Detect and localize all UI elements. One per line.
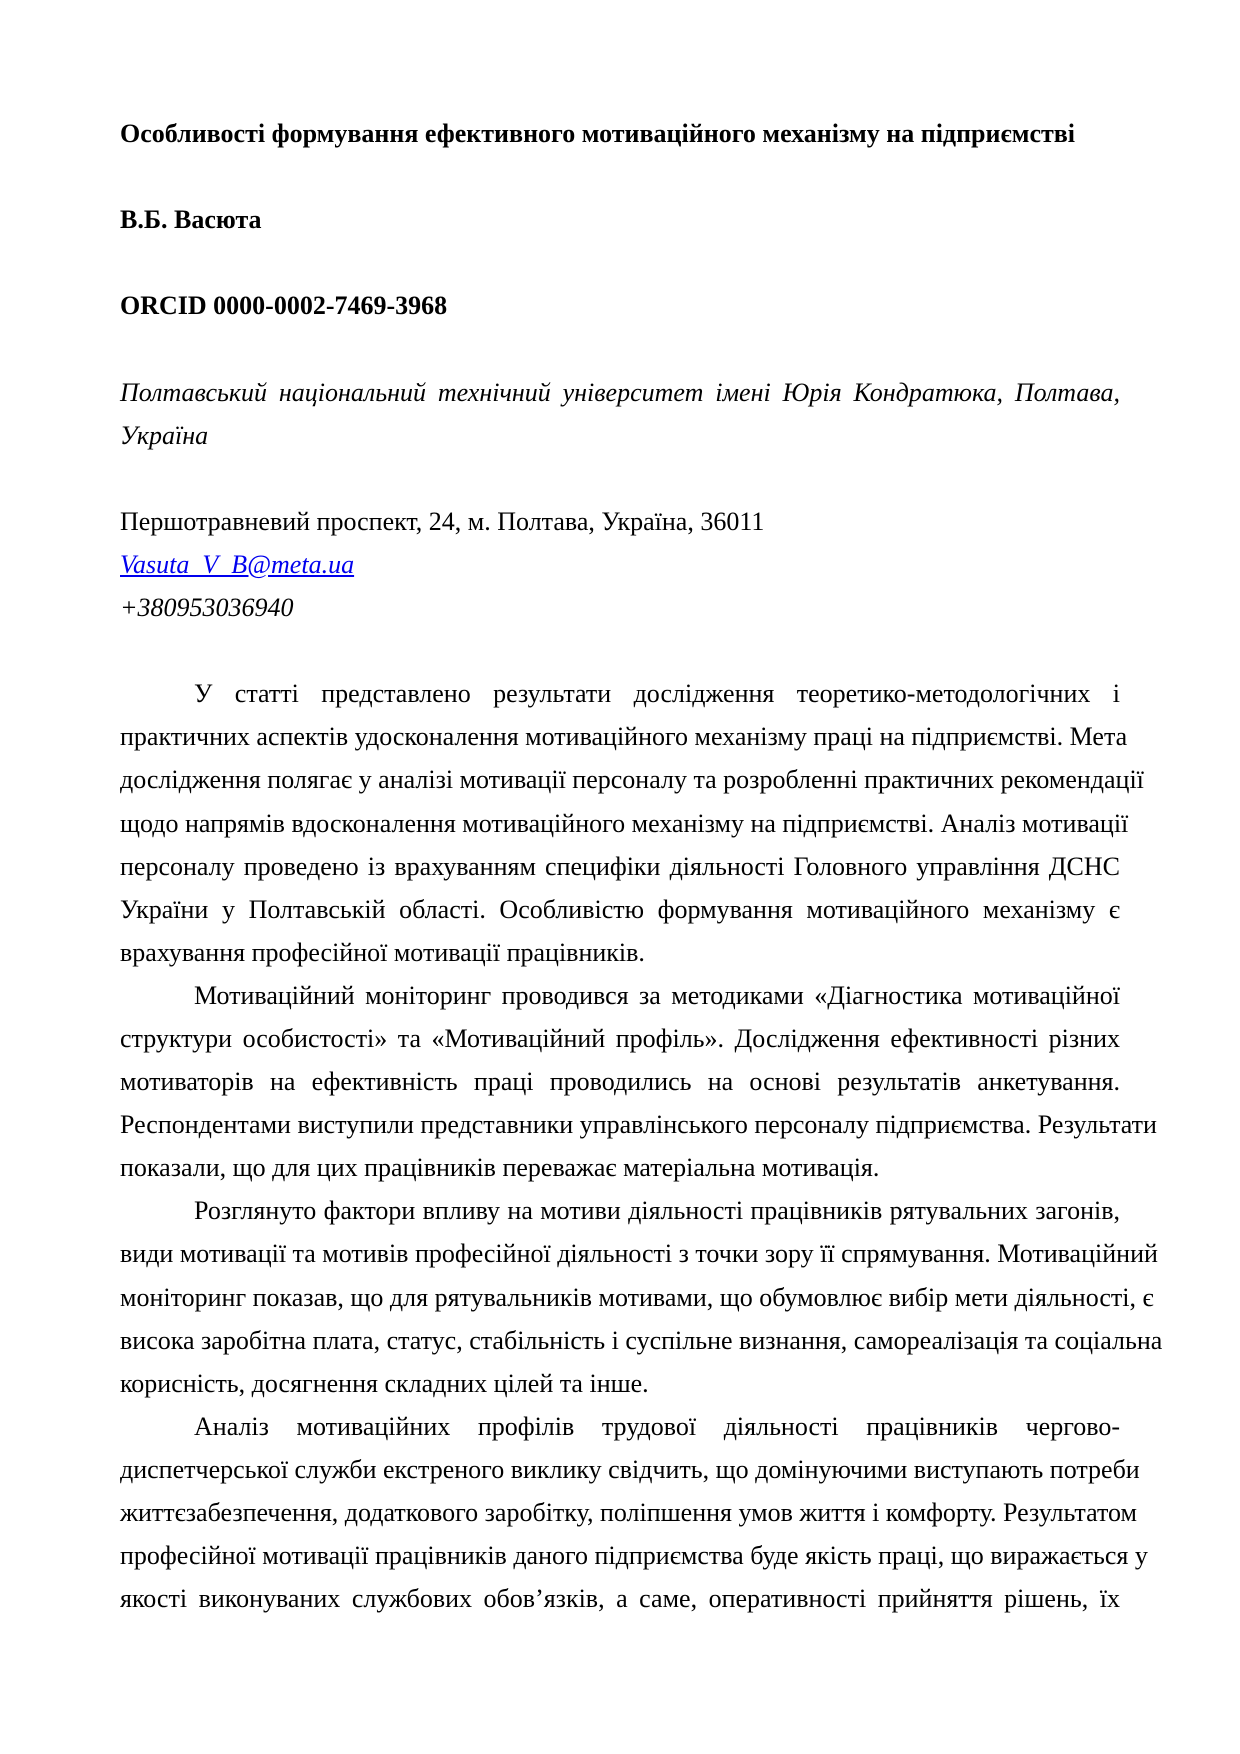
text-line: життєзабезпечення, додаткового заробітку, поліпшення умов життя і комфорту. Результатом: [120, 1498, 1137, 1527]
spacer: [120, 629, 1120, 672]
author-name: В.Б. Васюта: [120, 205, 262, 235]
orcid: ORCID 0000-0002-7469-3968: [120, 291, 448, 321]
spacer: [120, 457, 1120, 500]
text-line: У статті представлено результати дослідження теоретико-методологічних і: [194, 679, 1120, 709]
document-page: [120, 112, 1163, 1620]
text-line: Розглянуто фактори впливу на мотиви діяльності працівників рятувальних загонів,: [194, 1196, 1120, 1226]
text-line: практичних аспектів удосконалення мотиваційного механізму праці на підприємстві. Мета: [120, 722, 1128, 752]
text-line: Мотиваційний моніторинг проводився за методиками «Діагностика мотиваційної: [194, 980, 1120, 1010]
text-line: висока заробітна плата, статус, стабільність і суспільне визнання, самореалізація та соціальна: [120, 1325, 1163, 1355]
text-line: моніторинг показав, що для рятувальників мотивами, що обумовлює вибір мети діяльності, є: [120, 1282, 1154, 1312]
text-line: диспетчерської служби екстреного виклику свідчить, що домінуючими виступають потреби: [120, 1454, 1140, 1484]
text-line: України у Полтавській області. Особливістю формування мотиваційного механізму є: [120, 894, 1120, 924]
text-line: показали, що для цих працівників переважає матеріальна мотивація.: [120, 1153, 880, 1183]
article-title: Особливості формування ефективного мотиваційного механізму на підприємстві: [120, 119, 1076, 148]
spacer: [120, 155, 1120, 198]
text-line: мотиваторів на ефективність праці проводились на основі результатів анкетування.: [120, 1067, 1120, 1097]
text-line: корисність, досягнення складних цілей та інше.: [120, 1368, 649, 1398]
text-line: структури особистості» та «Мотиваційний профіль». Дослідження ефективності різних: [120, 1023, 1120, 1053]
affiliation-line: Полтавський національний технічний університет імені Юрія Кондратюка, Полтава,: [120, 377, 1120, 407]
paragraph: [120, 1189, 1163, 1404]
paragraph: [120, 1405, 1148, 1620]
text-line: якості виконуваних службових обов’язків, а саме, оперативності прийняття рішень, їх: [120, 1584, 1120, 1614]
phone: +380953036940: [120, 593, 294, 623]
text-line: професійної мотивації працівників даного підприємства буде якість праці, що виражається у: [120, 1541, 1148, 1571]
paragraph: [120, 974, 1157, 1189]
abstract-body: [120, 672, 1163, 1620]
affiliation-line: Україна: [120, 420, 209, 450]
text-line: врахування професійної мотивації працівників.: [120, 937, 645, 967]
text-line: персоналу проведено із врахуванням специфіки діяльності Головного управління ДСНС: [120, 851, 1120, 881]
text-line: щодо напрямів вдосконалення мотиваційного механізму на підприємстві. Аналіз мотивації: [120, 808, 1129, 838]
paragraph: [120, 672, 1144, 974]
text-line: види мотивації та мотивів професійної діяльності з точки зору її спрямування. Мотиваційний: [120, 1239, 1158, 1269]
spacer: [120, 327, 1120, 370]
text-line: Аналіз мотиваційних профілів трудової діяльності працівників чергово-: [194, 1411, 1120, 1441]
text-line: дослідження полягає у аналізі мотивації персоналу та розробленні практичних рекомендації: [120, 765, 1144, 795]
email-link[interactable]: Vasuta_V_B@meta.ua: [120, 549, 355, 579]
address: Першотравневий проспект, 24, м. Полтава, Україна, 36011: [120, 506, 765, 536]
spacer: [120, 241, 1120, 284]
text-line: Респондентами виступили представники управлінського персоналу підприємства. Результати: [120, 1110, 1157, 1140]
